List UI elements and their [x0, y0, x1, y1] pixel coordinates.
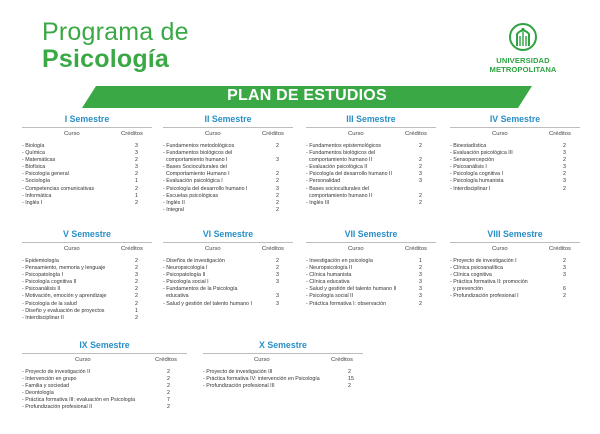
course-name: - Inglés I [22, 199, 43, 206]
course-name: - Interdisciplinar I [450, 185, 491, 192]
course-row [22, 376, 187, 383]
course-name: - Biofísica [22, 164, 46, 171]
credits-column-label: Créditos [262, 246, 284, 252]
course-column-label: Curso [492, 246, 508, 252]
course-name: - Inglés II [163, 199, 185, 206]
semester-title: I Semestre [22, 114, 152, 128]
course-name: - Bases socioculturales del [306, 185, 370, 192]
course-row [163, 186, 293, 193]
course-row [22, 157, 152, 164]
course-credits: 2 [563, 293, 566, 300]
credits-column-label: Créditos [121, 246, 143, 252]
semester-1 [22, 114, 152, 207]
semester-column-header [450, 131, 580, 143]
course-name: - Inglés III [306, 199, 330, 206]
course-row [306, 178, 436, 185]
semester-column-header [22, 246, 152, 258]
course-credits: 2 [276, 258, 279, 264]
course-row [306, 286, 436, 293]
course-credits: 2 [419, 157, 422, 164]
course-credits: 2 [563, 258, 566, 264]
course-name: - Clínica psicoanalítica [450, 265, 503, 272]
course-name: - Neuropsicología II [306, 265, 352, 272]
logo-line2: METROPOLITANA [489, 65, 557, 74]
course-row [306, 279, 436, 286]
course-credits: 3 [563, 265, 566, 272]
semester-8 [450, 229, 580, 301]
semester-title: II Semestre [163, 114, 293, 128]
course-row [306, 301, 436, 308]
semester-2 [163, 114, 293, 214]
course-column-label: Curso [348, 246, 364, 252]
course-row [306, 157, 436, 164]
course-row [163, 207, 293, 214]
course-name: - Clínica cognitiva [450, 272, 492, 279]
semester-title: IV Semestre [450, 114, 580, 128]
course-credits: 2 [135, 258, 138, 264]
course-name: - Clínica humanista [306, 272, 352, 279]
course-row [450, 258, 580, 265]
course-name: - Fundamentos metodológicos [163, 143, 235, 149]
course-credits: 2 [167, 369, 170, 375]
course-name: - Práctica formativa IV: intervención en Psicología [203, 376, 320, 383]
credits-column-label: Créditos [549, 246, 571, 252]
course-credits: 1 [419, 258, 422, 264]
course-row [163, 265, 293, 272]
course-row [306, 258, 436, 265]
semester-column-header [306, 131, 436, 143]
course-credits: 2 [276, 192, 279, 199]
course-column-label: Curso [75, 357, 91, 363]
course-column-label: Curso [64, 131, 80, 137]
course-credits: 3 [419, 171, 422, 178]
course-row [450, 272, 580, 279]
course-row [306, 193, 436, 200]
course-column-label: Curso [205, 246, 221, 252]
credits-column-label: Créditos [331, 357, 353, 363]
banner-title: PLAN DE ESTUDIOS [227, 87, 387, 104]
course-name: - Sensopercepción [450, 157, 495, 164]
course-credits: 1 [135, 307, 138, 314]
course-credits: 2 [135, 293, 138, 300]
course-name: - Bases Socioculturales del [163, 164, 227, 171]
course-credits: 3 [135, 272, 138, 279]
course-column-label: Curso [492, 131, 508, 137]
course-credits: 2 [135, 185, 138, 192]
course-row [306, 272, 436, 279]
course-credits: 6 [563, 286, 566, 293]
course-credits: 3 [276, 157, 279, 164]
course-row [163, 301, 293, 308]
course-row [450, 293, 580, 300]
credits-column-label: Créditos [549, 131, 571, 137]
course-credits: 2 [276, 199, 279, 206]
course-row [163, 293, 293, 300]
course-credits: 2 [167, 404, 170, 411]
course-name: - Pensamiento, memoria y lenguaje [22, 265, 106, 272]
course-row [450, 279, 580, 286]
course-row [163, 258, 293, 265]
course-credits: 2 [135, 157, 138, 164]
semester-9 [22, 340, 187, 412]
course-credits: 3 [563, 272, 566, 279]
course-credits: 2 [563, 185, 566, 192]
semester-column-header [22, 131, 152, 143]
course-row [163, 164, 293, 171]
course-name: - Psicopatología II [163, 272, 206, 279]
course-credits: 2 [563, 143, 566, 149]
semester-title: V Semestre [22, 229, 152, 243]
course-credits: 3 [276, 185, 279, 192]
course-row [22, 293, 152, 300]
course-name: Comportamiento Humano I [163, 171, 230, 178]
course-row [306, 293, 436, 300]
semester-5 [22, 229, 152, 322]
course-name: - Proyecto de investigación II [22, 369, 91, 375]
course-name: - Biología [22, 143, 45, 149]
course-name: - Psicología general [22, 171, 69, 178]
semester-4 [450, 114, 580, 193]
course-credits: 2 [135, 300, 138, 307]
semester-title: X Semestre [203, 340, 363, 354]
course-row [163, 157, 293, 164]
course-credits: 3 [419, 272, 422, 279]
course-credits: 3 [419, 286, 422, 293]
course-row [22, 369, 187, 376]
course-credits: 1 [135, 178, 138, 185]
course-credits: 2 [563, 157, 566, 164]
course-row [163, 178, 293, 185]
course-name: - Diseños de investigación [163, 258, 225, 264]
course-row [306, 265, 436, 272]
semester-7 [306, 229, 436, 308]
course-credits: 2 [419, 265, 422, 272]
course-row [22, 397, 187, 404]
course-row [22, 193, 152, 200]
course-credits: 2 [348, 383, 351, 390]
course-credits: 2 [563, 171, 566, 178]
course-row [163, 286, 293, 293]
course-name: - Psicología social II [306, 293, 354, 300]
course-row [306, 186, 436, 193]
university-emblem-icon [508, 22, 538, 54]
course-row [22, 390, 187, 397]
course-row [450, 286, 580, 293]
course-row [203, 369, 363, 376]
course-credits: 3 [135, 164, 138, 171]
course-row [450, 186, 580, 193]
semester-title: VI Semestre [163, 229, 293, 243]
semester-column-header [163, 246, 293, 258]
semester-title: VIII Semestre [450, 229, 580, 243]
course-name: - Salud y gestión del talento humano I [163, 300, 252, 307]
course-name: - Matemáticas [22, 157, 56, 164]
course-credits: 2 [167, 390, 170, 397]
course-name: - Profundización profesional III [203, 383, 275, 390]
university-logo [478, 22, 568, 74]
course-name: - Psicología del desarrollo humano II [306, 171, 392, 178]
course-name: - Epidemiología [22, 258, 59, 264]
course-credits: 2 [135, 171, 138, 178]
course-credits: 2 [276, 206, 279, 213]
course-name: - Psicoanálisis II [22, 286, 61, 293]
course-row [22, 315, 152, 322]
course-credits: 2 [276, 265, 279, 272]
course-credits: 2 [276, 178, 279, 185]
course-name: y prevención [450, 286, 483, 293]
course-row [22, 383, 187, 390]
course-name: - Personalidad [306, 178, 341, 185]
course-row [306, 200, 436, 207]
course-name: - Profundización profesional II [22, 404, 93, 411]
semester-column-header [450, 246, 580, 258]
course-credits: 2 [419, 192, 422, 199]
course-row [22, 186, 152, 193]
course-name: - Psicología social I [163, 279, 209, 286]
course-credits: 2 [419, 164, 422, 171]
course-name: - Psicología humanista [450, 178, 504, 185]
course-column-label: Curso [64, 246, 80, 252]
credits-column-label: Créditos [121, 131, 143, 137]
course-name: - Evaluación psicológica II [306, 164, 368, 171]
course-credits: 7 [167, 397, 170, 404]
course-credits: 2 [135, 199, 138, 206]
course-name: - Motivación, emoción y aprendizaje [22, 293, 107, 300]
course-credits: 2 [167, 383, 170, 390]
course-name: - Diseño y evaluación de proyectos [22, 307, 105, 314]
course-name: - Psicología del desarrollo humano I [163, 185, 248, 192]
course-credits: 2 [348, 369, 351, 375]
course-credits: 2 [135, 314, 138, 321]
course-name: - Deontología [22, 390, 54, 397]
course-name: comportamiento humano II [306, 157, 372, 164]
course-name: - Psicología cognitiva I [450, 171, 503, 178]
logo-line1: UNIVERSIDAD [496, 56, 550, 65]
semester-column-header [163, 131, 293, 143]
plan-banner [82, 86, 532, 108]
credits-column-label: Créditos [262, 131, 284, 137]
course-row [22, 404, 187, 411]
course-row [22, 272, 152, 279]
course-row [450, 164, 580, 171]
course-row [306, 143, 436, 150]
course-name: - Proyecto de investigación III [203, 369, 273, 375]
course-name: - Evaluación psicológica I [163, 178, 223, 185]
course-row [450, 157, 580, 164]
course-row [450, 178, 580, 185]
course-name: - Química [22, 150, 45, 157]
course-name: - Competencias comunicativas [22, 185, 95, 192]
course-row [450, 143, 580, 150]
course-row [22, 308, 152, 315]
course-credits: 3 [135, 143, 138, 149]
course-credits: 3 [419, 178, 422, 185]
course-credits: 2 [135, 286, 138, 293]
course-credits: 3 [419, 293, 422, 300]
course-name: - Salud y gestión del talento humano II [306, 286, 397, 293]
course-row [163, 171, 293, 178]
course-row [22, 143, 152, 150]
course-name: - Profundización profesional I [450, 293, 519, 300]
course-row [22, 301, 152, 308]
course-credits: 3 [419, 279, 422, 286]
course-name: - Práctica formativa I: observación [306, 300, 387, 307]
course-column-label: Curso [348, 131, 364, 137]
course-name: - Fundamentos biológicos del [163, 150, 233, 157]
course-credits: 3 [276, 279, 279, 286]
course-name: - Psicología de la salud [22, 300, 77, 307]
course-row [163, 200, 293, 207]
course-row [22, 286, 152, 293]
semester-title: III Semestre [306, 114, 436, 128]
course-name: - Escuelas psicológicas [163, 192, 219, 199]
course-credits: 3 [563, 150, 566, 157]
semester-column-header [22, 357, 187, 369]
course-credits: 3 [563, 178, 566, 185]
course-row [163, 150, 293, 157]
course-name: comportamiento humano II [306, 192, 372, 199]
program-title-line1: Programa de [42, 18, 189, 46]
course-name: - Intervención en grupo [22, 376, 77, 383]
course-column-label: Curso [254, 357, 270, 363]
course-row [163, 193, 293, 200]
course-row [306, 164, 436, 171]
course-row [450, 171, 580, 178]
course-name: - Fundamentos de la Psicología [163, 286, 238, 293]
course-credits: 2 [135, 279, 138, 286]
course-column-label: Curso [205, 131, 221, 137]
course-row [22, 171, 152, 178]
credits-column-label: Créditos [405, 246, 427, 252]
course-row [22, 200, 152, 207]
course-row [22, 164, 152, 171]
course-name: - Sociología [22, 178, 50, 185]
semester-title: VII Semestre [306, 229, 436, 243]
course-credits: 3 [135, 150, 138, 157]
course-name: - Interdisciplinar II [22, 314, 64, 321]
course-name: - Psicoanálisis I [450, 164, 487, 171]
course-row [163, 279, 293, 286]
course-name: - Familia y sociedad [22, 383, 70, 390]
semester-10 [203, 340, 363, 390]
course-credits: 2 [419, 199, 422, 206]
course-name: - Clínica educativa [306, 279, 350, 286]
semester-title: IX Semestre [22, 340, 187, 354]
course-row [163, 272, 293, 279]
course-name: - Práctica formativa II: promoción [450, 279, 528, 286]
course-name: - Psicología cognitiva II [22, 279, 77, 286]
semester-column-header [306, 246, 436, 258]
course-name: - Informática [22, 192, 52, 199]
course-name: - Psicopatología I [22, 272, 63, 279]
course-name: - Proyecto de investigación I [450, 258, 517, 264]
course-name: - Neuropsicología I [163, 265, 208, 272]
course-credits: 3 [276, 300, 279, 307]
course-row [203, 376, 363, 383]
course-row [22, 265, 152, 272]
course-name: comportamiento humano I [163, 157, 228, 164]
course-name: - Evaluación psicológica III [450, 150, 513, 157]
course-row [22, 258, 152, 265]
course-row [22, 178, 152, 185]
course-name: - Fundamentos epistemológicos [306, 143, 382, 149]
course-name: educativa [163, 293, 189, 300]
course-credits: 3 [563, 164, 566, 171]
course-row [163, 143, 293, 150]
course-row [22, 279, 152, 286]
course-credits: 2 [419, 300, 422, 307]
course-credits: 2 [276, 171, 279, 178]
course-credits: 2 [135, 265, 138, 272]
course-row [306, 171, 436, 178]
semester-6 [163, 229, 293, 308]
course-row [450, 265, 580, 272]
course-credits: 3 [276, 293, 279, 300]
course-name: - Investigación en psicología [306, 258, 373, 264]
course-row [203, 383, 363, 390]
course-credits: 2 [276, 143, 279, 149]
course-credits: 15 [348, 376, 354, 383]
credits-column-label: Créditos [155, 357, 177, 363]
course-credits: 2 [419, 143, 422, 149]
credits-column-label: Créditos [405, 131, 427, 137]
semester-column-header [203, 357, 363, 369]
course-row [22, 150, 152, 157]
course-name: - Integral [163, 206, 184, 213]
semester-3 [306, 114, 436, 207]
course-credits: 1 [135, 192, 138, 199]
course-credits: 3 [276, 272, 279, 279]
course-name: - Bioestadística [450, 143, 487, 149]
course-credits: 2 [167, 376, 170, 383]
program-title-line2: Psicología [42, 45, 170, 73]
course-row [450, 150, 580, 157]
course-name: - Fundamentos biológicos del [306, 150, 376, 157]
course-row [306, 150, 436, 157]
course-name: - Práctica formativa III: evaluación en Psicología [22, 397, 136, 404]
